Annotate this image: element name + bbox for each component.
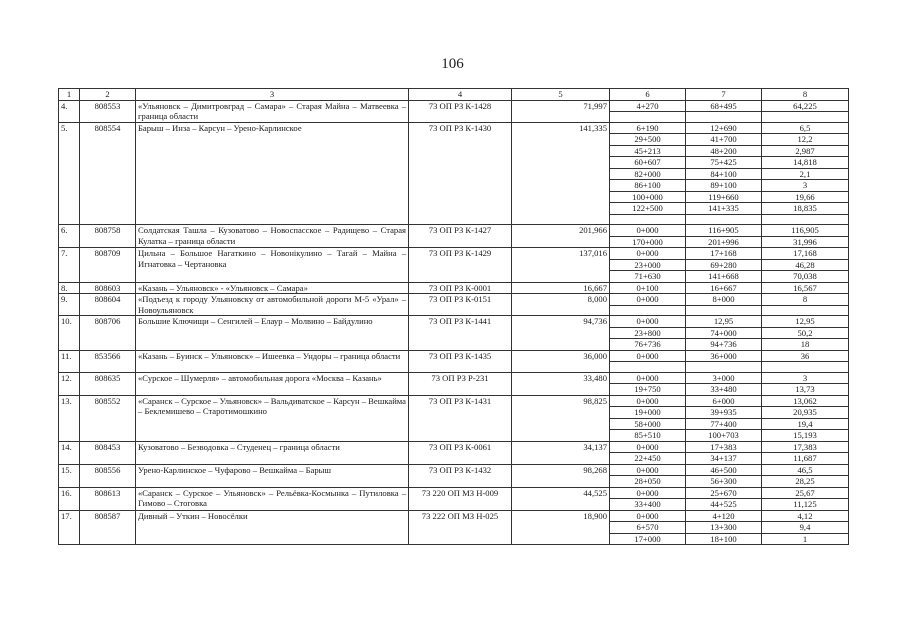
segment-end: 41+700 bbox=[686, 134, 762, 146]
road-code: 808706 bbox=[80, 316, 136, 351]
table-row bbox=[59, 350, 849, 362]
segment-start: 0+000 bbox=[610, 464, 686, 476]
road-name: Цильна – Большое Нагаткино – Новонікулино – Тагай – Майна – Игнатовка – Чертановка bbox=[136, 248, 409, 283]
segment-length bbox=[762, 362, 849, 373]
segment-start: 170+000 bbox=[610, 236, 686, 248]
segment-start: 0+000 bbox=[610, 441, 686, 453]
segment-end bbox=[686, 305, 762, 316]
row-number: 17. bbox=[59, 510, 80, 545]
row-number: 7. bbox=[59, 248, 80, 283]
road-code: 808758 bbox=[80, 225, 136, 248]
segment-start: 0+000 bbox=[610, 294, 686, 306]
segment-end: 36+000 bbox=[686, 350, 762, 362]
road-length: 18,900 bbox=[512, 510, 610, 545]
segment-start: 0+100 bbox=[610, 282, 686, 294]
segment-length: 8 bbox=[762, 294, 849, 306]
segment-length: 17,383 bbox=[762, 441, 849, 453]
segment-start: 122+500 bbox=[610, 203, 686, 215]
road-length: 36,000 bbox=[512, 350, 610, 372]
table-row bbox=[59, 122, 849, 134]
segment-length: 6,5 bbox=[762, 122, 849, 134]
segment-start: 0+000 bbox=[610, 248, 686, 260]
segment-end: 44+525 bbox=[686, 499, 762, 511]
segment-start: 29+500 bbox=[610, 134, 686, 146]
segment-start: 82+000 bbox=[610, 168, 686, 180]
road-length: 98,268 bbox=[512, 464, 610, 487]
segment-length: 46,5 bbox=[762, 464, 849, 476]
segment-end bbox=[686, 214, 762, 225]
road-code: 808554 bbox=[80, 122, 136, 225]
segment-length: 4,12 bbox=[762, 510, 849, 522]
segment-start: 0+000 bbox=[610, 395, 686, 407]
segment-end: 25+670 bbox=[686, 487, 762, 499]
segment-start: 6+190 bbox=[610, 122, 686, 134]
segment-length bbox=[762, 214, 849, 225]
segment-length: 9,4 bbox=[762, 522, 849, 534]
segment-end: 8+000 bbox=[686, 294, 762, 306]
segment-start: 0+000 bbox=[610, 350, 686, 362]
road-length: 34,137 bbox=[512, 441, 610, 464]
segment-end: 46+500 bbox=[686, 464, 762, 476]
segment-end: 48+200 bbox=[686, 145, 762, 157]
segment-length: 3 bbox=[762, 180, 849, 192]
segment-end: 94+736 bbox=[686, 339, 762, 351]
segment-length: 28,25 bbox=[762, 476, 849, 488]
segment-end: 56+300 bbox=[686, 476, 762, 488]
segment-end: 75+425 bbox=[686, 157, 762, 169]
segment-length: 2,1 bbox=[762, 168, 849, 180]
segment-end bbox=[686, 362, 762, 373]
segment-start: 0+000 bbox=[610, 487, 686, 499]
segment-end: 69+280 bbox=[686, 259, 762, 271]
segment-length: 116,905 bbox=[762, 225, 849, 237]
road-name: Большие Ключищи – Сенгилей – Елаур – Молвино – Байдулино bbox=[136, 316, 409, 351]
segment-start: 33+400 bbox=[610, 499, 686, 511]
segment-length: 46,28 bbox=[762, 259, 849, 271]
segment-start: 0+000 bbox=[610, 225, 686, 237]
road-length: 98,825 bbox=[512, 395, 610, 441]
road-code: 808556 bbox=[80, 464, 136, 487]
segment-start: 0+000 bbox=[610, 372, 686, 384]
segment-length: 15,193 bbox=[762, 430, 849, 442]
segment-start: 19+000 bbox=[610, 407, 686, 419]
road-length: 8,000 bbox=[512, 294, 610, 316]
road-code: 808587 bbox=[80, 510, 136, 545]
road-id: 73 ОП РЗ К-1428 bbox=[409, 100, 512, 122]
header-cell: 3 bbox=[136, 89, 409, 101]
segment-start: 4+270 bbox=[610, 100, 686, 112]
table-row bbox=[59, 294, 849, 306]
row-number: 12. bbox=[59, 372, 80, 395]
segment-length: 25,67 bbox=[762, 487, 849, 499]
road-name: Урено-Карлинское – Чуфарово – Вешкайма – Барыш bbox=[136, 464, 409, 487]
header-cell: 7 bbox=[686, 89, 762, 101]
road-length: 137,016 bbox=[512, 248, 610, 283]
segment-end: 17+168 bbox=[686, 248, 762, 260]
segment-length: 2,987 bbox=[762, 145, 849, 157]
segment-length: 12,95 bbox=[762, 316, 849, 328]
segment-length: 36 bbox=[762, 350, 849, 362]
header-row bbox=[59, 89, 849, 101]
segment-length: 18 bbox=[762, 339, 849, 351]
segment-end: 6+000 bbox=[686, 395, 762, 407]
road-id: 73 ОП РЗ К-1427 bbox=[409, 225, 512, 248]
road-code: 808552 bbox=[80, 395, 136, 441]
road-length: 44,525 bbox=[512, 487, 610, 510]
table-row bbox=[59, 464, 849, 476]
segment-length: 11,687 bbox=[762, 453, 849, 465]
table-row bbox=[59, 441, 849, 453]
segment-end: 116+905 bbox=[686, 225, 762, 237]
road-code: 808604 bbox=[80, 294, 136, 316]
road-id: 73 ОП РЗ Р-231 bbox=[409, 372, 512, 395]
road-name: «Ульяновск – Димитровград – Самара» – Старая Майна – Матвеевка – граница области bbox=[136, 100, 409, 122]
segment-start: 23+800 bbox=[610, 327, 686, 339]
road-id: 73 222 ОП МЗ Н-025 bbox=[409, 510, 512, 545]
segment-end: 201+996 bbox=[686, 236, 762, 248]
segment-start: 17+000 bbox=[610, 533, 686, 545]
header-cell: 2 bbox=[80, 89, 136, 101]
segment-end: 4+120 bbox=[686, 510, 762, 522]
road-code: 853566 bbox=[80, 350, 136, 372]
road-name: Барыш – Инза – Карсун – Урено-Карлинское bbox=[136, 122, 409, 225]
page-number: 106 bbox=[441, 56, 464, 72]
segment-start bbox=[610, 112, 686, 123]
road-code: 808709 bbox=[80, 248, 136, 283]
road-name: «Подъезд к городу Ульяновску от автомобильной дороги М-5 «Урал» – Новоульяновск bbox=[136, 294, 409, 316]
row-number: 11. bbox=[59, 350, 80, 372]
segment-end: 34+137 bbox=[686, 453, 762, 465]
road-id: 73 ОП РЗ К-0061 bbox=[409, 441, 512, 464]
road-name: «Казань – Ульяновск» - «Ульяновск – Самара» bbox=[136, 282, 409, 294]
segment-start: 6+570 bbox=[610, 522, 686, 534]
segment-length bbox=[762, 305, 849, 316]
segment-length bbox=[762, 112, 849, 123]
road-id: 73 ОП РЗ К-1441 bbox=[409, 316, 512, 351]
road-length: 16,667 bbox=[512, 282, 610, 294]
segment-length: 19,66 bbox=[762, 191, 849, 203]
road-length: 33,480 bbox=[512, 372, 610, 395]
segment-length: 14,818 bbox=[762, 157, 849, 169]
row-number: 15. bbox=[59, 464, 80, 487]
table-row bbox=[59, 487, 849, 499]
road-id: 73 ОП РЗ К-0001 bbox=[409, 282, 512, 294]
segment-start: 45+213 bbox=[610, 145, 686, 157]
segment-start: 0+000 bbox=[610, 316, 686, 328]
road-code: 808453 bbox=[80, 441, 136, 464]
road-id: 73 ОП РЗ К-1431 bbox=[409, 395, 512, 441]
table-row bbox=[59, 225, 849, 237]
segment-start: 71+630 bbox=[610, 271, 686, 283]
table-row bbox=[59, 510, 849, 522]
segment-end: 18+100 bbox=[686, 533, 762, 545]
road-id: 73 ОП РЗ К-1429 bbox=[409, 248, 512, 283]
segment-length: 17,168 bbox=[762, 248, 849, 260]
road-code: 808553 bbox=[80, 100, 136, 122]
segment-end: 33+480 bbox=[686, 384, 762, 396]
segment-start bbox=[610, 214, 686, 225]
segment-length: 31,996 bbox=[762, 236, 849, 248]
segment-end: 77+400 bbox=[686, 418, 762, 430]
row-number: 14. bbox=[59, 441, 80, 464]
segment-end: 89+100 bbox=[686, 180, 762, 192]
roads-table bbox=[58, 88, 849, 545]
segment-start bbox=[610, 305, 686, 316]
segment-end: 100+703 bbox=[686, 430, 762, 442]
segment-end: 119+660 bbox=[686, 191, 762, 203]
segment-length: 12,2 bbox=[762, 134, 849, 146]
road-length: 71,997 bbox=[512, 100, 610, 122]
road-name: «Сурское – Шумерля» – автомобильная дорога «Москва – Казань» bbox=[136, 372, 409, 395]
road-name: «Казань – Буинск – Ульяновск» – Ишеевка – Ундоры – граница области bbox=[136, 350, 409, 372]
segment-start: 86+100 bbox=[610, 180, 686, 192]
segment-start: 60+607 bbox=[610, 157, 686, 169]
segment-start: 76+736 bbox=[610, 339, 686, 351]
road-code: 808613 bbox=[80, 487, 136, 510]
road-name: Солдатская Ташла – Кузоватово – Новоспасское – Радищево – Старая Кулатка – граница области bbox=[136, 225, 409, 248]
header-cell: 8 bbox=[762, 89, 849, 101]
segment-start: 22+450 bbox=[610, 453, 686, 465]
segment-length: 1 bbox=[762, 533, 849, 545]
segment-end: 3+000 bbox=[686, 372, 762, 384]
road-id: 73 220 ОП МЗ Н-009 bbox=[409, 487, 512, 510]
table-row bbox=[59, 316, 849, 328]
segment-start: 100+000 bbox=[610, 191, 686, 203]
road-length: 141,335 bbox=[512, 122, 610, 225]
segment-end: 84+100 bbox=[686, 168, 762, 180]
segment-end: 12+690 bbox=[686, 122, 762, 134]
segment-length: 70,038 bbox=[762, 271, 849, 283]
segment-length: 3 bbox=[762, 372, 849, 384]
segment-end: 16+667 bbox=[686, 282, 762, 294]
header-cell: 1 bbox=[59, 89, 80, 101]
segment-length: 18,835 bbox=[762, 203, 849, 215]
road-id: 73 ОП РЗ К-1430 bbox=[409, 122, 512, 225]
segment-length: 13,062 bbox=[762, 395, 849, 407]
segment-length: 16,567 bbox=[762, 282, 849, 294]
segment-end: 74+000 bbox=[686, 327, 762, 339]
row-number: 9. bbox=[59, 294, 80, 316]
segment-start: 85+510 bbox=[610, 430, 686, 442]
segment-end: 141+335 bbox=[686, 203, 762, 215]
header-cell: 6 bbox=[610, 89, 686, 101]
road-code: 808603 bbox=[80, 282, 136, 294]
table-row bbox=[59, 395, 849, 407]
row-number: 16. bbox=[59, 487, 80, 510]
segment-end: 12,95 bbox=[686, 316, 762, 328]
table-row bbox=[59, 100, 849, 112]
row-number: 5. bbox=[59, 122, 80, 225]
road-name: «Саранск – Сурское – Ульяновск» – Рельёвка-Космынка – Путиловка – Гимово – Стоговка bbox=[136, 487, 409, 510]
header-cell: 5 bbox=[512, 89, 610, 101]
segment-start: 0+000 bbox=[610, 510, 686, 522]
segment-length: 13,73 bbox=[762, 384, 849, 396]
segment-length: 11,125 bbox=[762, 499, 849, 511]
road-id: 73 ОП РЗ К-1432 bbox=[409, 464, 512, 487]
segment-start: 58+000 bbox=[610, 418, 686, 430]
road-length: 201,966 bbox=[512, 225, 610, 248]
road-code: 808635 bbox=[80, 372, 136, 395]
segment-length: 64,225 bbox=[762, 100, 849, 112]
segment-start bbox=[610, 362, 686, 373]
segment-length: 50,2 bbox=[762, 327, 849, 339]
segment-end: 141+668 bbox=[686, 271, 762, 283]
road-id: 73 ОП РЗ К-1435 bbox=[409, 350, 512, 372]
table-row bbox=[59, 248, 849, 260]
segment-length: 20,935 bbox=[762, 407, 849, 419]
segment-end bbox=[686, 112, 762, 123]
segment-end: 39+935 bbox=[686, 407, 762, 419]
segment-start: 19+750 bbox=[610, 384, 686, 396]
segment-start: 23+000 bbox=[610, 259, 686, 271]
segment-start: 28+050 bbox=[610, 476, 686, 488]
segment-end: 13+300 bbox=[686, 522, 762, 534]
row-number: 6. bbox=[59, 225, 80, 248]
row-number: 13. bbox=[59, 395, 80, 441]
segment-end: 17+383 bbox=[686, 441, 762, 453]
road-name: «Саранск – Сурское – Ульяновск» – Вальдиватское – Карсун – Вешкайма – Беклемишево – Старотимошкино bbox=[136, 395, 409, 441]
row-number: 8. bbox=[59, 282, 80, 294]
road-name: Дивный – Уткин – Новосёлки bbox=[136, 510, 409, 545]
table-row bbox=[59, 372, 849, 384]
row-number: 4. bbox=[59, 100, 80, 122]
road-id: 73 ОП РЗ К-0151 bbox=[409, 294, 512, 316]
road-length: 94,736 bbox=[512, 316, 610, 351]
road-name: Кузоватово – Безводовка – Студенец – граница области bbox=[136, 441, 409, 464]
table-row bbox=[59, 282, 849, 294]
header-cell: 4 bbox=[409, 89, 512, 101]
segment-length: 19,4 bbox=[762, 418, 849, 430]
row-number: 10. bbox=[59, 316, 80, 351]
segment-end: 68+495 bbox=[686, 100, 762, 112]
